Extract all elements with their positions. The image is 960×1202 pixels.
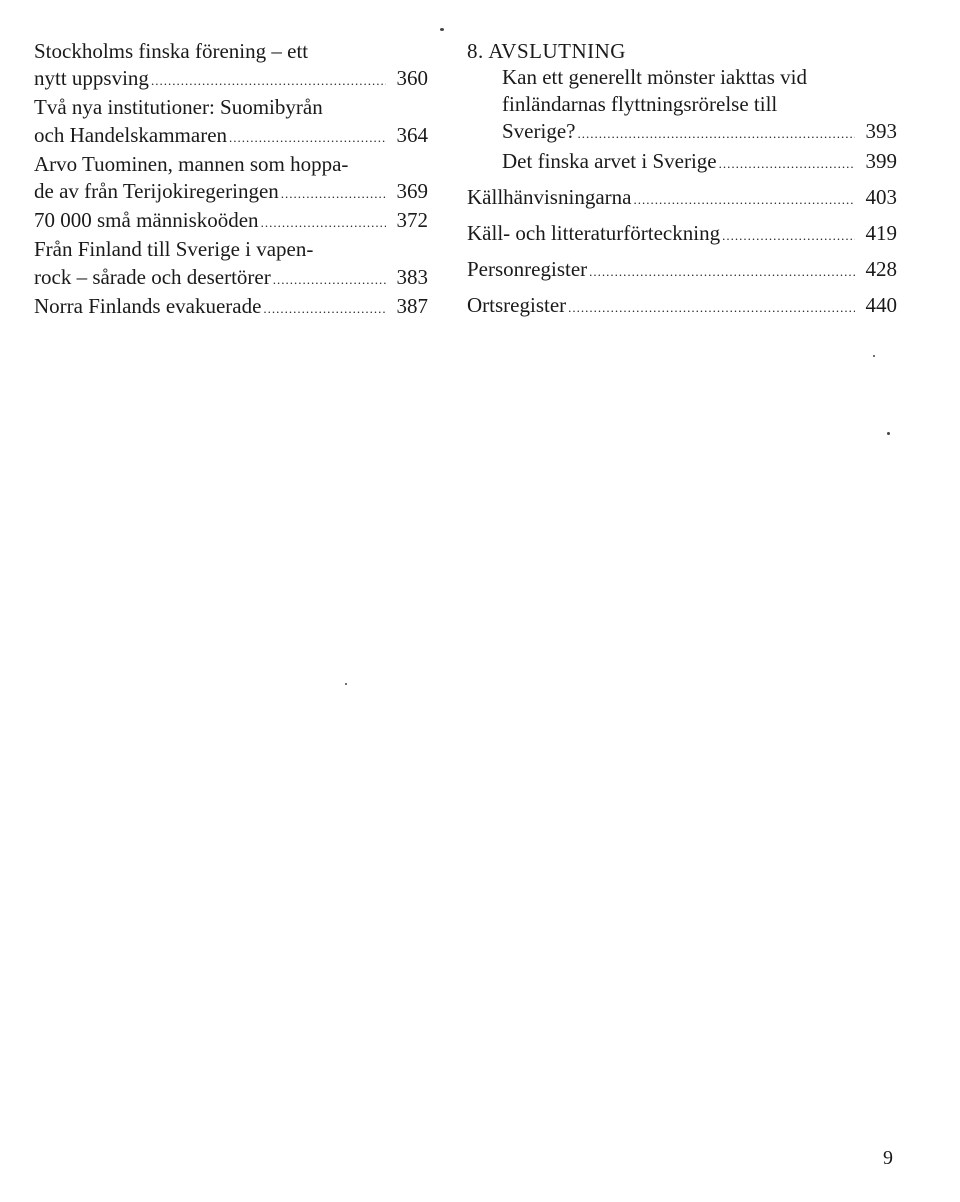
leader-dots [261, 209, 386, 236]
toc-page-number: 393 [865, 119, 897, 144]
toc-entry-title: Det finska arvet i Sverige [502, 148, 717, 173]
scan-speck [440, 28, 444, 31]
toc-page-number: 399 [865, 148, 897, 173]
leader-dots [229, 124, 386, 151]
toc-page-number: 369 [396, 179, 428, 204]
toc-entry-line: Stockholms finska förening – ett [34, 39, 309, 63]
toc-entry-title: de av från Terijokiregeringen [34, 179, 279, 204]
toc-page-number: 440 [865, 293, 897, 318]
leader-dots [577, 120, 855, 147]
toc-entry-title: Norra Finlands evakuerade [34, 293, 262, 318]
leader-dots [719, 150, 855, 177]
toc-entry-line: Kan ett generellt mönster iakttas vid [502, 65, 807, 89]
toc-entry [467, 292, 897, 321]
toc-entry-line: Arvo Tuominen, mannen som hoppa- [34, 151, 349, 176]
toc-page-number: 360 [396, 66, 428, 91]
toc-entry-title: nytt uppsving [34, 66, 149, 91]
toc-entry-line: Två nya institutioner: Suomibyrån [34, 95, 323, 120]
toc-entry-title: 70 000 små människoöden [34, 208, 259, 233]
leader-dots [151, 67, 386, 94]
toc-entry-title: Personregister [467, 257, 588, 282]
toc-entry-title: Käll- och litteraturförteckning [467, 221, 721, 246]
toc-page-number: 364 [396, 122, 428, 147]
toc-left-column [34, 38, 428, 322]
leader-dots [633, 186, 855, 213]
toc-entry-title: rock – sårade och desertörer [34, 264, 271, 289]
toc-page-number: 387 [396, 293, 428, 318]
toc-entry-title: Ortsregister [467, 293, 567, 318]
toc-page-number: 383 [396, 264, 428, 289]
leader-dots [568, 294, 855, 321]
toc-page-number: 372 [396, 208, 428, 233]
toc-entry [34, 293, 428, 322]
leader-dots [722, 222, 855, 249]
toc-page-number: 419 [865, 221, 897, 246]
toc-entry-title: Källhänvisningarna [467, 184, 632, 209]
toc-entry [502, 148, 897, 177]
toc-entry-title: Sverige? [502, 119, 576, 144]
toc-entry [34, 38, 428, 94]
toc-entry-line: Från Finland till Sverige i vapen- [34, 237, 314, 262]
toc-entry [502, 64, 897, 148]
toc-entry [34, 151, 428, 207]
scan-speck [887, 432, 890, 435]
scan-speck [873, 355, 875, 357]
leader-dots [263, 295, 386, 322]
toc-entry [467, 220, 897, 249]
scan-speck [345, 683, 347, 685]
toc-page-number: 403 [865, 184, 897, 209]
page-number: 9 [883, 1147, 893, 1169]
toc-entry [34, 94, 428, 150]
toc-page-number: 428 [865, 257, 897, 282]
toc-entry-title: och Handelskammaren [34, 122, 228, 147]
chapter-heading: 8. AVSLUTNING [467, 39, 626, 63]
toc-entry [467, 184, 897, 213]
toc-entry [34, 207, 428, 236]
toc-entry [467, 256, 897, 285]
leader-dots [589, 258, 855, 285]
toc-right-column [467, 38, 897, 322]
leader-dots [273, 266, 386, 293]
leader-dots [281, 180, 386, 207]
toc-entry-line: finländarnas flyttningsrörelse till [502, 92, 778, 117]
toc-entry [34, 236, 428, 292]
